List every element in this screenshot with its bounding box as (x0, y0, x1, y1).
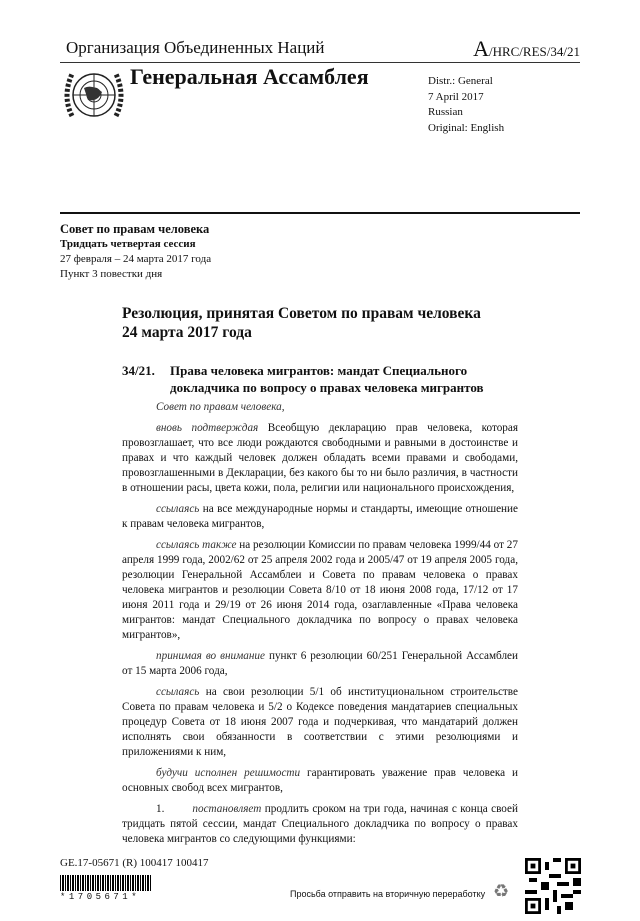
paragraph (122, 802, 518, 847)
paragraph (122, 649, 518, 679)
paragraph (122, 400, 518, 415)
paragraph (122, 538, 518, 643)
council-name: Совет по правам человека (60, 222, 210, 236)
barcode-number: *1705671* (60, 892, 141, 902)
job-code: GE.17-05671 (R) 100417 100417 (60, 857, 209, 869)
paragraph-lead: ссылаясь также (156, 539, 237, 551)
paragraph-text: на резолюции Комиссии по правам человека 1999/44 от 27 апреля 1999 года, 2002/62 от 25 апреля 2002 года и 2005/47 от 19 апреля 2005 года, резолюции Генеральной Ассамблеи и Совета по правам человека о правах человека мигрантов и резолюции Совета 8/10 от 18 июня 2008 года, 17/12 от 17 июня 2011 года и 29/19 от 26 июня 2014 года, озаглавленные «Права человека мигрантов: мандат Специального докладчика по вопросу о правах человека мигрантов», (122, 539, 518, 641)
distribution-block (428, 74, 504, 136)
agenda-item: Пункт 3 повестки дня (60, 268, 163, 280)
section-rule (60, 212, 580, 214)
paragraph (122, 766, 518, 796)
resolution-number: 34/21. (122, 363, 155, 378)
paragraph-lead: Совет по правам человека, (156, 401, 285, 413)
page-footer (0, 857, 640, 921)
assembly-title: Генеральная Ассамблея (130, 64, 369, 89)
paragraph-number: 1. (156, 803, 165, 815)
header-rule (60, 62, 580, 63)
un-emblem-icon (62, 66, 126, 124)
paragraph-text: на свои резолюции 5/1 об институциональном строительстве Совета по правам человека и 5/2 о Кодексе поведения мандатариев специальных процедур Совета от 18 июня 2007 года и подчеркивая, что мандатарий должен исполнять свои обязанности в соответствии с этими резолюциями и приложениями к ним, (122, 686, 518, 758)
resolution-heading-block (122, 362, 530, 396)
resolution-title-line: Резолюция, принятая Советом по правам человека (122, 305, 481, 322)
content-flow (0, 400, 640, 921)
paragraph-text: гарантировать уважение прав человека и основных свобод всех мигрантов, (122, 767, 518, 794)
paragraph-lead: вновь подтверждая (156, 422, 259, 434)
paragraph (122, 685, 518, 760)
recycle-icon: ♻ (493, 881, 510, 901)
qr-code (525, 857, 581, 915)
paragraph (122, 502, 518, 532)
paragraph-lead: будучи исполнен решимости (156, 767, 301, 779)
paragraph-text: пункт 6 резолюции 60/251 Генеральной Ассамблеи от 15 марта 2006 года, (122, 650, 518, 677)
paragraph-text: продлить сроком на три года, начиная с конца своей тридцать пятой сессии, мандат Специального докладчика по вопросу о правах человека мигрантов со следующими функциями: (122, 803, 518, 845)
paragraph-lead: ссылаясь (156, 686, 200, 698)
paragraph-lead: постановляет (192, 803, 262, 815)
paragraph-lead: ссылаясь (156, 503, 200, 515)
date-line: 7 April 2017 (428, 90, 484, 103)
session: Тридцать четвертая сессия (60, 238, 196, 250)
paragraph-text: на все международные нормы и стандарты, имеющие отношение к правам человека мигрантов, (122, 503, 518, 530)
session-dates: 27 февраля – 24 марта 2017 года (60, 253, 212, 265)
resolution-body (122, 400, 518, 847)
language-line: Russian (428, 106, 463, 118)
resolution-date-line: 24 марта 2017 года (122, 324, 252, 341)
paragraph-text: Всеобщую декларацию прав человека, которая провозглашает, что все люди рождаются свободными и равными в достоинстве и правах и что каждый человек должен обладать всеми правами и свободами, провозглашенными в Декларации, без какого бы то ни было различия, в частности в отношении расы, цвета кожи, пола, религии или национального происхождения, (122, 422, 518, 494)
council-block (60, 222, 211, 282)
paragraph (122, 421, 518, 496)
resolution-title (122, 304, 481, 342)
barcode (60, 875, 152, 891)
resolution-heading: Права человека мигрантов: мандат Специального докладчика по вопросу о правах человека мигрантов (170, 363, 484, 395)
symbol-prefix: A (473, 36, 489, 61)
paragraph-lead: принимая во внимание (156, 650, 265, 662)
organization-name: Организация Объединенных Наций (66, 38, 325, 57)
recycle-note: Просьба отправить на вторичную переработку (290, 889, 486, 899)
symbol-code: /HRC/RES/34/21 (488, 44, 580, 59)
document-symbol (473, 36, 580, 62)
original-line: Original: English (428, 121, 505, 134)
distr-line: Distr.: General (428, 75, 493, 87)
